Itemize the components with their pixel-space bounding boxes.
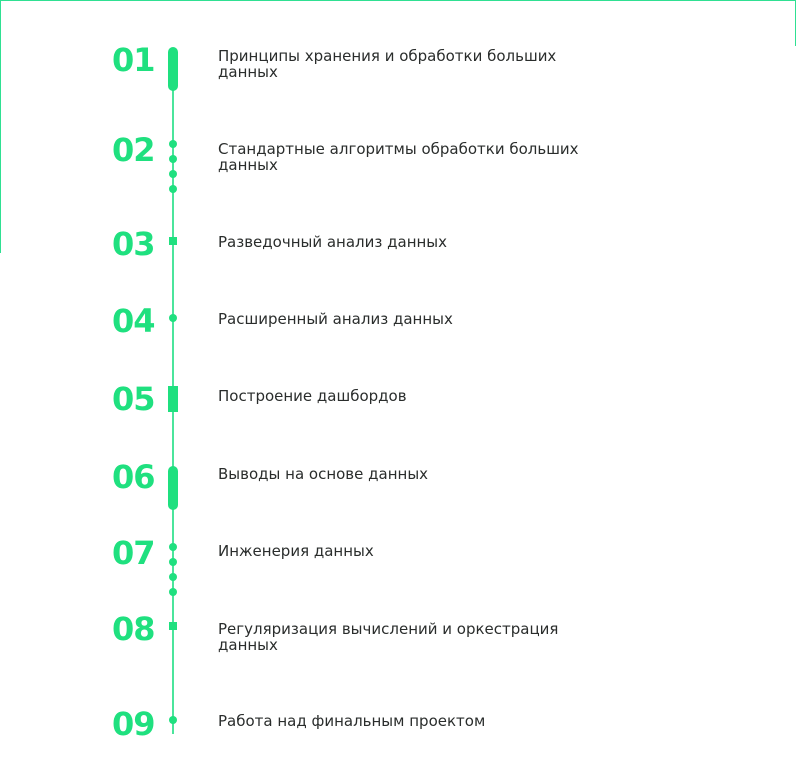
module-number: 06 — [112, 458, 155, 496]
module-title: Стандартные алгоритмы обработки больших данных — [218, 140, 579, 174]
module-title: Работа над финальным проектом — [218, 712, 486, 730]
marker-square — [169, 622, 177, 630]
marker-dot — [169, 573, 177, 581]
marker-dot — [169, 716, 177, 724]
marker-dot — [169, 588, 177, 596]
marker-dot — [169, 314, 177, 322]
module-number: 09 — [112, 705, 155, 743]
module-title: Регуляризация вычислений и оркестрация данных — [218, 620, 559, 654]
module-number: 01 — [112, 41, 155, 79]
module-title: Принципы хранения и обработки больших данных — [218, 47, 557, 81]
frame-top-border — [0, 0, 795, 1]
marker-square — [169, 237, 177, 245]
module-title: Инженерия данных — [218, 542, 374, 560]
frame-left-border — [0, 0, 1, 253]
module-title: Разведочный анализ данных — [218, 233, 448, 251]
module-number: 08 — [112, 610, 155, 648]
marker-bar — [168, 466, 178, 510]
frame-right-border — [795, 0, 796, 46]
marker-bar — [168, 47, 178, 91]
module-title: Расширенный анализ данных — [218, 310, 453, 328]
marker-dot — [169, 140, 177, 148]
module-number: 04 — [112, 302, 155, 340]
module-number: 05 — [112, 380, 155, 418]
module-number: 07 — [112, 534, 155, 572]
marker-dot — [169, 185, 177, 193]
module-title: Выводы на основе данных — [218, 465, 429, 483]
marker-dot — [169, 155, 177, 163]
module-number: 02 — [112, 131, 155, 169]
marker-dot — [169, 558, 177, 566]
module-number: 03 — [112, 225, 155, 263]
marker-bar — [168, 386, 178, 412]
marker-dot — [169, 543, 177, 551]
marker-dot — [169, 170, 177, 178]
module-title: Построение дашбордов — [218, 387, 407, 405]
